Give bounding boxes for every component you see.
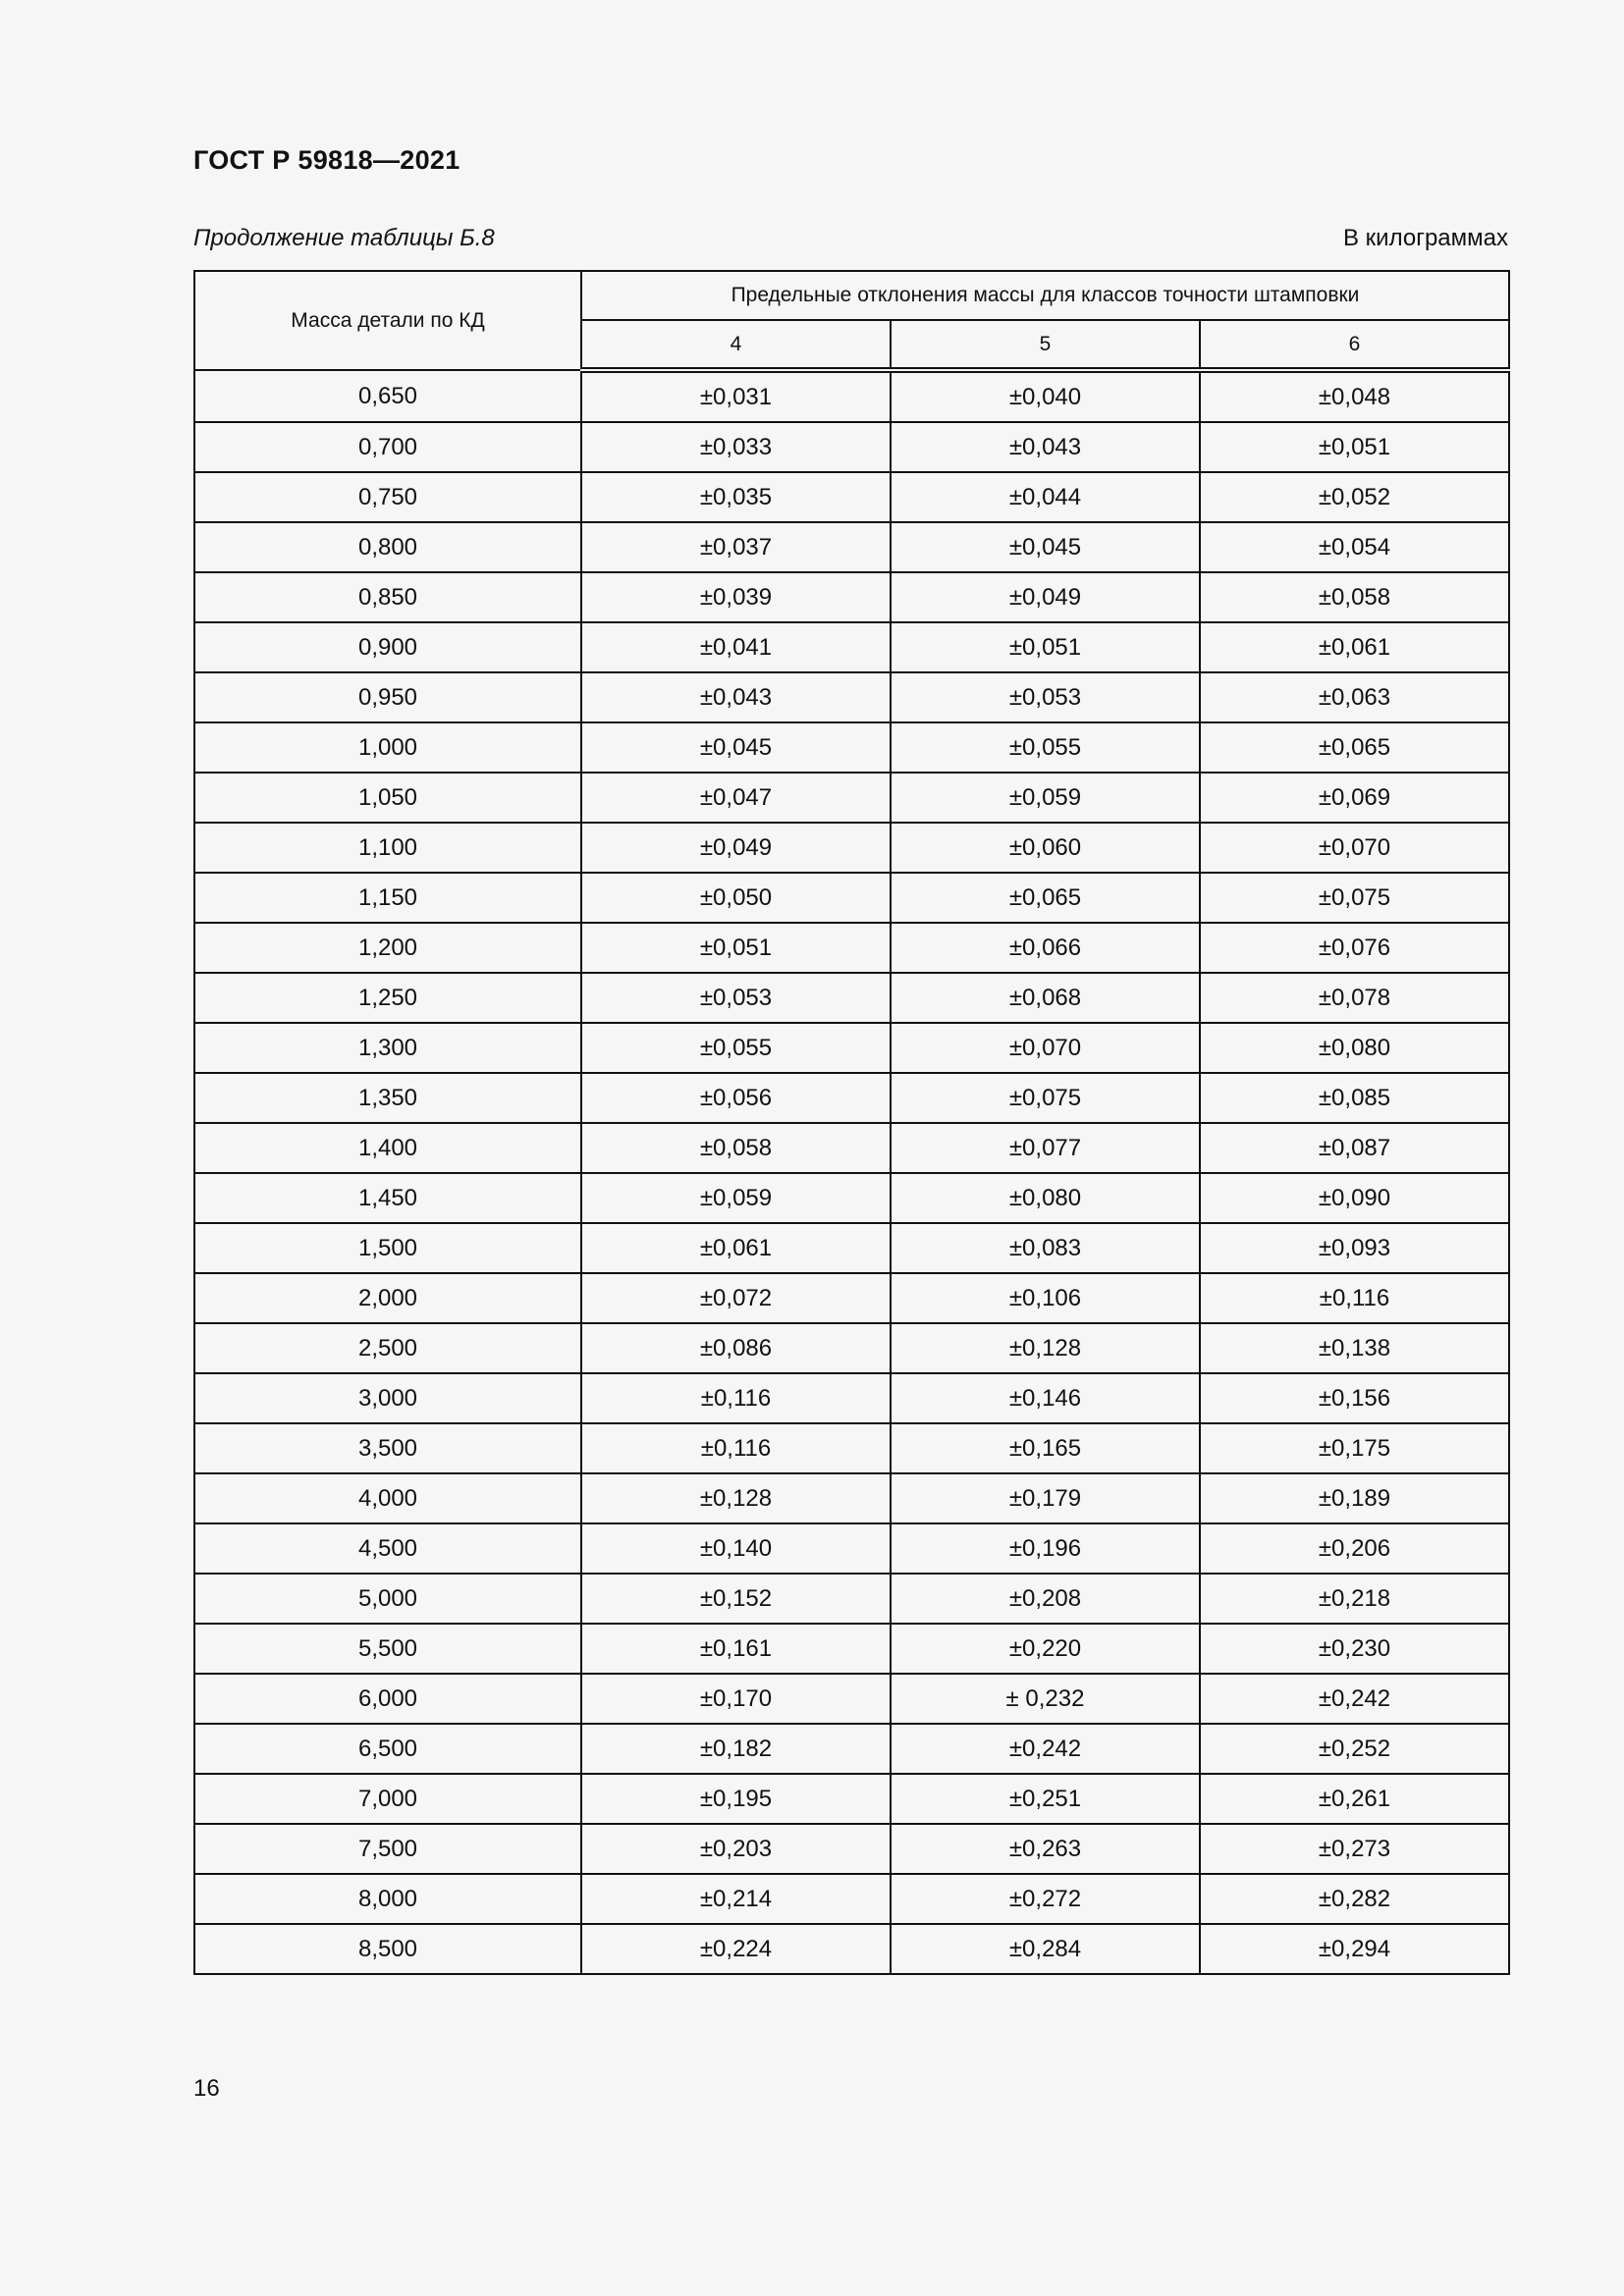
class-5-cell: ±0,066 <box>891 923 1200 973</box>
class-5-cell: ±0,049 <box>891 572 1200 622</box>
table-row <box>194 1774 1509 1824</box>
class-5-cell: ±0,065 <box>891 873 1200 923</box>
table-row <box>194 823 1509 873</box>
mass-cell: 4,000 <box>194 1473 581 1523</box>
class-4-cell: ±0,033 <box>581 422 891 472</box>
mass-cell: 1,100 <box>194 823 581 873</box>
table-row <box>194 1824 1509 1874</box>
mass-cell: 0,800 <box>194 522 581 572</box>
class-4-cell: ±0,214 <box>581 1874 891 1924</box>
mass-deviation-table <box>193 270 1510 1975</box>
class-6-cell: ±0,273 <box>1200 1824 1509 1874</box>
class-4-cell: ±0,161 <box>581 1624 891 1674</box>
mass-cell: 0,750 <box>194 472 581 522</box>
mass-cell: 8,500 <box>194 1924 581 1974</box>
table-body <box>194 370 1509 1974</box>
class-6-cell: ±0,069 <box>1200 773 1509 823</box>
class-5-cell: ±0,165 <box>891 1423 1200 1473</box>
class-5-cell: ±0,043 <box>891 422 1200 472</box>
class-4-cell: ±0,152 <box>581 1574 891 1624</box>
class-4-cell: ±0,055 <box>581 1023 891 1073</box>
mass-cell: 2,000 <box>194 1273 581 1323</box>
class-4-cell: ±0,051 <box>581 923 891 973</box>
class-6-cell: ±0,156 <box>1200 1373 1509 1423</box>
class-4-cell: ±0,045 <box>581 722 891 773</box>
class-6-cell: ±0,065 <box>1200 722 1509 773</box>
class-4-cell: ±0,035 <box>581 472 891 522</box>
class-5-cell: ±0,272 <box>891 1874 1200 1924</box>
class-5-cell: ±0,128 <box>891 1323 1200 1373</box>
table-row <box>194 672 1509 722</box>
table-row <box>194 1924 1509 1974</box>
class-6-cell: ±0,090 <box>1200 1173 1509 1223</box>
mass-cell: 1,250 <box>194 973 581 1023</box>
page-number: 16 <box>193 2075 220 2102</box>
class-5-cell: ±0,040 <box>891 370 1200 422</box>
mass-cell: 1,000 <box>194 722 581 773</box>
mass-cell: 6,000 <box>194 1674 581 1724</box>
class-4-cell: ±0,086 <box>581 1323 891 1373</box>
table-row <box>194 1523 1509 1574</box>
class-header-5: 5 <box>891 320 1200 370</box>
table-row <box>194 873 1509 923</box>
class-4-cell: ±0,116 <box>581 1423 891 1473</box>
table-row <box>194 1373 1509 1423</box>
mass-cell: 0,900 <box>194 622 581 672</box>
class-5-cell: ±0,106 <box>891 1273 1200 1323</box>
class-5-cell: ±0,060 <box>891 823 1200 873</box>
mass-cell: 1,150 <box>194 873 581 923</box>
class-6-cell: ±0,080 <box>1200 1023 1509 1073</box>
mass-cell: 1,350 <box>194 1073 581 1123</box>
table-row <box>194 1724 1509 1774</box>
class-6-cell: ±0,282 <box>1200 1874 1509 1924</box>
mass-cell: 3,500 <box>194 1423 581 1473</box>
class-6-cell: ±0,058 <box>1200 572 1509 622</box>
mass-cell: 1,450 <box>194 1173 581 1223</box>
class-5-cell: ± 0,232 <box>891 1674 1200 1724</box>
table-row <box>194 923 1509 973</box>
class-5-cell: ±0,083 <box>891 1223 1200 1273</box>
class-5-cell: ±0,179 <box>891 1473 1200 1523</box>
class-header-6: 6 <box>1200 320 1509 370</box>
class-5-cell: ±0,251 <box>891 1774 1200 1824</box>
table-row <box>194 1674 1509 1724</box>
class-6-cell: ±0,261 <box>1200 1774 1509 1824</box>
class-4-cell: ±0,041 <box>581 622 891 672</box>
class-5-cell: ±0,053 <box>891 672 1200 722</box>
class-4-cell: ±0,058 <box>581 1123 891 1173</box>
table-caption: Продолжение таблицы Б.8 <box>193 225 495 251</box>
class-6-cell: ±0,052 <box>1200 472 1509 522</box>
class-6-cell: ±0,054 <box>1200 522 1509 572</box>
table-row <box>194 1273 1509 1323</box>
mass-cell: 5,500 <box>194 1624 581 1674</box>
table-row <box>194 422 1509 472</box>
table-row <box>194 1223 1509 1273</box>
deviation-table-container <box>193 270 1508 1975</box>
class-4-cell: ±0,047 <box>581 773 891 823</box>
class-5-cell: ±0,051 <box>891 622 1200 672</box>
table-row <box>194 722 1509 773</box>
class-5-cell: ±0,044 <box>891 472 1200 522</box>
table-row <box>194 773 1509 823</box>
class-6-cell: ±0,051 <box>1200 422 1509 472</box>
class-5-cell: ±0,146 <box>891 1373 1200 1423</box>
class-6-cell: ±0,189 <box>1200 1473 1509 1523</box>
mass-cell: 0,850 <box>194 572 581 622</box>
class-5-cell: ±0,080 <box>891 1173 1200 1223</box>
class-5-cell: ±0,284 <box>891 1924 1200 1974</box>
class-5-cell: ±0,196 <box>891 1523 1200 1574</box>
class-6-cell: ±0,048 <box>1200 370 1509 422</box>
class-4-cell: ±0,128 <box>581 1473 891 1523</box>
class-4-cell: ±0,203 <box>581 1824 891 1874</box>
table-row <box>194 622 1509 672</box>
mass-cell: 3,000 <box>194 1373 581 1423</box>
class-4-cell: ±0,039 <box>581 572 891 622</box>
mass-cell: 2,500 <box>194 1323 581 1373</box>
class-5-cell: ±0,045 <box>891 522 1200 572</box>
mass-cell: 8,000 <box>194 1874 581 1924</box>
class-4-cell: ±0,170 <box>581 1674 891 1724</box>
mass-cell: 0,700 <box>194 422 581 472</box>
table-row <box>194 1624 1509 1674</box>
class-6-cell: ±0,093 <box>1200 1223 1509 1273</box>
table-row <box>194 1574 1509 1624</box>
class-5-cell: ±0,055 <box>891 722 1200 773</box>
table-row <box>194 1123 1509 1173</box>
class-4-cell: ±0,056 <box>581 1073 891 1123</box>
table-row <box>194 1423 1509 1473</box>
table-row <box>194 973 1509 1023</box>
class-4-cell: ±0,043 <box>581 672 891 722</box>
mass-cell: 5,000 <box>194 1574 581 1624</box>
table-row <box>194 1073 1509 1123</box>
class-6-cell: ±0,063 <box>1200 672 1509 722</box>
class-6-cell: ±0,206 <box>1200 1523 1509 1574</box>
class-4-cell: ±0,049 <box>581 823 891 873</box>
class-5-cell: ±0,070 <box>891 1023 1200 1073</box>
table-row <box>194 472 1509 522</box>
mass-cell: 1,200 <box>194 923 581 973</box>
mass-column-header: Масса детали по КД <box>194 271 581 370</box>
class-6-cell: ±0,138 <box>1200 1323 1509 1373</box>
class-4-cell: ±0,224 <box>581 1924 891 1974</box>
table-row <box>194 1874 1509 1924</box>
class-4-cell: ±0,140 <box>581 1523 891 1574</box>
class-5-cell: ±0,068 <box>891 973 1200 1023</box>
table-units: В килограммах <box>1343 225 1508 251</box>
class-6-cell: ±0,252 <box>1200 1724 1509 1774</box>
table-row <box>194 522 1509 572</box>
class-6-cell: ±0,218 <box>1200 1574 1509 1624</box>
class-5-cell: ±0,208 <box>891 1574 1200 1624</box>
mass-cell: 0,650 <box>194 370 581 422</box>
class-4-cell: ±0,050 <box>581 873 891 923</box>
class-header-4: 4 <box>581 320 891 370</box>
mass-cell: 1,300 <box>194 1023 581 1073</box>
class-6-cell: ±0,061 <box>1200 622 1509 672</box>
class-5-cell: ±0,220 <box>891 1624 1200 1674</box>
mass-cell: 6,500 <box>194 1724 581 1774</box>
class-4-cell: ±0,116 <box>581 1373 891 1423</box>
class-5-cell: ±0,077 <box>891 1123 1200 1173</box>
table-row <box>194 1173 1509 1223</box>
class-6-cell: ±0,116 <box>1200 1273 1509 1323</box>
class-4-cell: ±0,072 <box>581 1273 891 1323</box>
class-4-cell: ±0,053 <box>581 973 891 1023</box>
table-row <box>194 370 1509 422</box>
class-6-cell: ±0,230 <box>1200 1624 1509 1674</box>
class-4-cell: ±0,031 <box>581 370 891 422</box>
class-6-cell: ±0,070 <box>1200 823 1509 873</box>
mass-cell: 7,500 <box>194 1824 581 1874</box>
class-5-cell: ±0,263 <box>891 1824 1200 1874</box>
class-4-cell: ±0,059 <box>581 1173 891 1223</box>
class-5-cell: ±0,059 <box>891 773 1200 823</box>
table-row <box>194 1323 1509 1373</box>
class-6-cell: ±0,294 <box>1200 1924 1509 1974</box>
mass-cell: 1,400 <box>194 1123 581 1173</box>
deviation-group-header: Предельные отклонения массы для классов точности штамповки <box>581 271 1509 320</box>
class-5-cell: ±0,075 <box>891 1073 1200 1123</box>
class-6-cell: ±0,087 <box>1200 1123 1509 1173</box>
table-row <box>194 1023 1509 1073</box>
class-5-cell: ±0,242 <box>891 1724 1200 1774</box>
table-row <box>194 572 1509 622</box>
table-head <box>194 271 1509 370</box>
mass-cell: 7,000 <box>194 1774 581 1824</box>
class-4-cell: ±0,182 <box>581 1724 891 1774</box>
mass-cell: 1,050 <box>194 773 581 823</box>
class-4-cell: ±0,037 <box>581 522 891 572</box>
class-6-cell: ±0,175 <box>1200 1423 1509 1473</box>
table-row <box>194 1473 1509 1523</box>
class-6-cell: ±0,242 <box>1200 1674 1509 1724</box>
class-4-cell: ±0,195 <box>581 1774 891 1824</box>
class-4-cell: ±0,061 <box>581 1223 891 1273</box>
class-6-cell: ±0,078 <box>1200 973 1509 1023</box>
mass-cell: 0,950 <box>194 672 581 722</box>
class-6-cell: ±0,075 <box>1200 873 1509 923</box>
class-6-cell: ±0,076 <box>1200 923 1509 973</box>
mass-cell: 1,500 <box>194 1223 581 1273</box>
table-caption-row <box>193 225 1508 252</box>
mass-cell: 4,500 <box>194 1523 581 1574</box>
class-6-cell: ±0,085 <box>1200 1073 1509 1123</box>
document-header: ГОСТ Р 59818—2021 <box>193 145 460 175</box>
